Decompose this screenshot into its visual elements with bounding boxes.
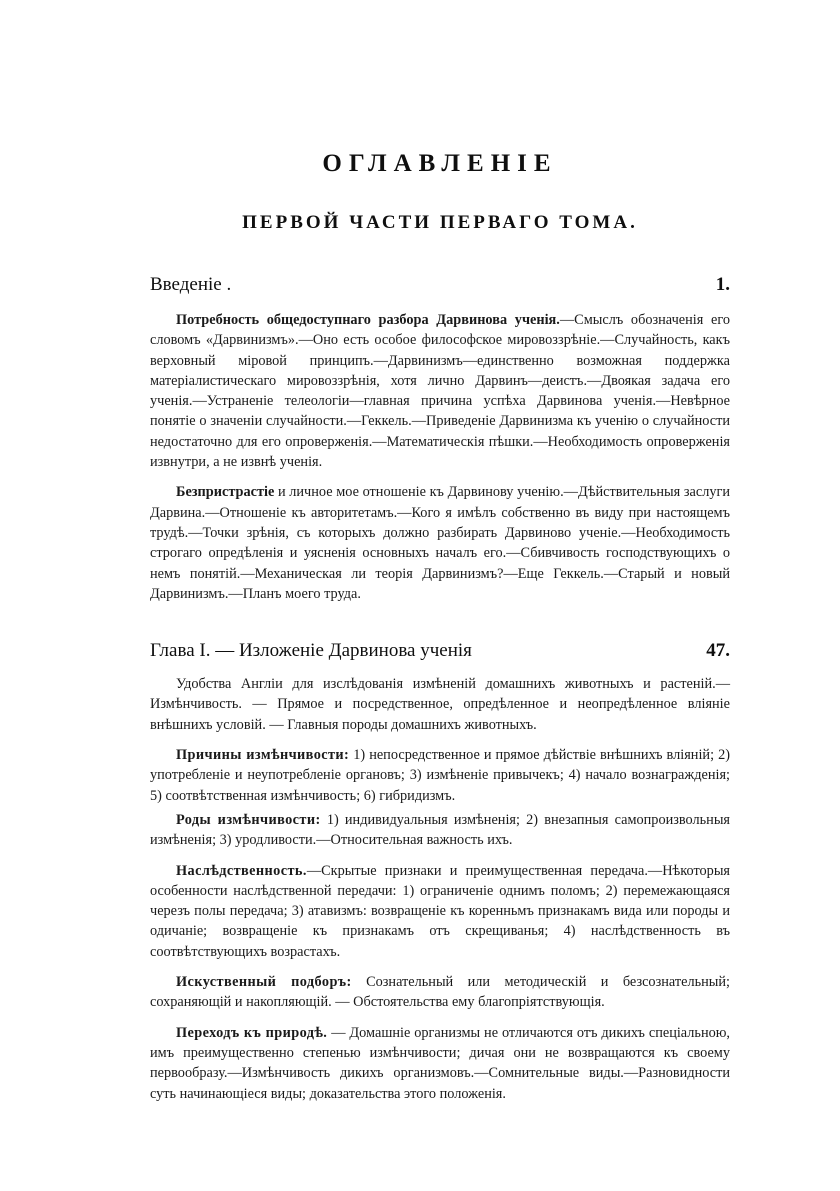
toc-summary-paragraph <box>150 482 730 604</box>
toc-summary-paragraph <box>150 810 730 851</box>
toc-entry-chapter-1[interactable] <box>150 640 730 662</box>
paragraph-body: —Смыслъ обозначенія его словомъ «Дарвинизмъ».—Оно есть особое философское мировоззрѣніе.—Случайность, какъ верховный міровой принципъ.—Дарвинизмъ—единственно возможная поддержка матеріалистическаго мировоззрѣнія, хотя лично Дарвинъ—деистъ.—Двоякая задача его ученія.—Устраненіе телеологіи—главная причина успѣха Дарвинова ученія.—Невѣрное понятіе о значеніи случайности.—Геккель.—Приведеніе Дарвинизма къ ученію о случайности недостаточно для его опроверженія.—Математическія пѣшки.—Необходимость опроверженія извнутри, а не извнѣ ученія. <box>150 312 730 471</box>
paragraph-lead: Переходъ къ природѣ. <box>176 1024 328 1041</box>
paragraph-lead: Наслѣдственность. <box>176 862 307 879</box>
toc-entry-page: 47. <box>706 640 730 662</box>
toc-summary-paragraph <box>150 1023 730 1104</box>
page-title: ОГЛАВЛЕНІЕ <box>322 150 558 177</box>
paragraph-lead: Роды измѣнчивости: <box>176 811 321 828</box>
toc-entry-page: 1. <box>715 274 730 295</box>
paragraph-body: Сознательный или методическій и безсознательный; сохраняющій и накопляющій. — Обстоятельства ему благопріятствующія. <box>150 974 730 1011</box>
paragraph-body: — Домашніе организмы не отличаются отъ дикихъ спеціальною, имъ преимущественно степенью измѣнчивости; дичая они не возвращаются къ своему первообразу.—Измѣнчивость дикихъ организмовъ.—Сомнительные виды.—Разновидности суть начинающіеся виды; доказательства этого положенія. <box>150 1024 730 1102</box>
paragraph-lead: Потребность общедоступнаго разбора Дарвинова ученія. <box>176 312 560 328</box>
toc-summary-paragraph <box>150 972 730 1013</box>
toc-entry-introduction[interactable] <box>150 274 730 296</box>
toc-entry-title: Введеніе . <box>150 274 232 295</box>
toc-summary-paragraph <box>150 674 730 735</box>
page-subtitle: ПЕРВОЙ ЧАСТИ ПЕРВАГО ТОМА. <box>242 212 638 233</box>
paragraph-body: 1) непосредственное и прямое дѣйствіе внѣшнихъ вліяній; 2) употребленіе и неупотребленіе органовъ; 3) измѣненіе привычекъ; 4) начало вознагражденія; 5) соотвѣтственная измѣнчивость; 6) гибридизмъ. <box>150 747 730 804</box>
paragraph-body: 1) индивидуальныя измѣненія; 2) внезапныя самопроизвольныя измѣненія; 3) уродливости.—Относительная важность ихъ. <box>150 811 730 849</box>
toc-entry-title: Глава I. — Изложеніе Дарвинова ученія <box>150 640 472 662</box>
paragraph-body: Удобства Англіи для изслѣдованія измѣненій домашнихъ животныхъ и растеній.—Измѣнчивость. — Прямое и посредственное, опредѣленное и неопредѣленное вліяніе внѣшнихъ условій. — Главныя породы домашнихъ животныхъ. <box>150 676 730 733</box>
toc-summary-paragraph <box>150 861 730 962</box>
paragraph-lead: Безпристрастіе <box>176 484 275 501</box>
paragraph-body: —Скрытые признаки и преимущественная передача.—Нѣкоторыя особенности наслѣдственной передачи: 1) ограниченіе однимъ поломъ; 2) перемежающаяся черезъ полы передача; 3) атавизмъ: возвращеніе къ коренньмъ признакамъ вида или породы и одичаніе; возвращеніе къ признакамъ отъ скрещиванья; 4) наслѣдственность въ соотвѣтствующихъ возрастахъ. <box>150 862 730 960</box>
paragraph-lead: Причины измѣнчивости: <box>176 747 350 764</box>
paragraph-lead: Искуственный подборъ: <box>176 974 352 991</box>
toc-summary-paragraph <box>150 745 730 806</box>
paragraph-body: и личное мое отношеніе къ Дарвинову ученію.—Дѣйствительныя заслуги Дарвина.—Отношеніе къ авторитетамъ.—Кого я имѣлъ собственно въ виду при настоящемъ трудѣ.—Точки зрѣнія, съ которыхъ должно разбирать Дарвиново ученіе.—Необходимость строгаго опредѣленія и уясненія основныхъ началъ его.—Сбивчивость господствующихъ о немъ понятій.—Механическая ли теорія Дарвинизмъ?—Еще Геккель.—Старый и новый Дарвинизмъ.—Планъ моего труда. <box>150 484 730 602</box>
toc-summary-paragraph <box>150 310 730 472</box>
